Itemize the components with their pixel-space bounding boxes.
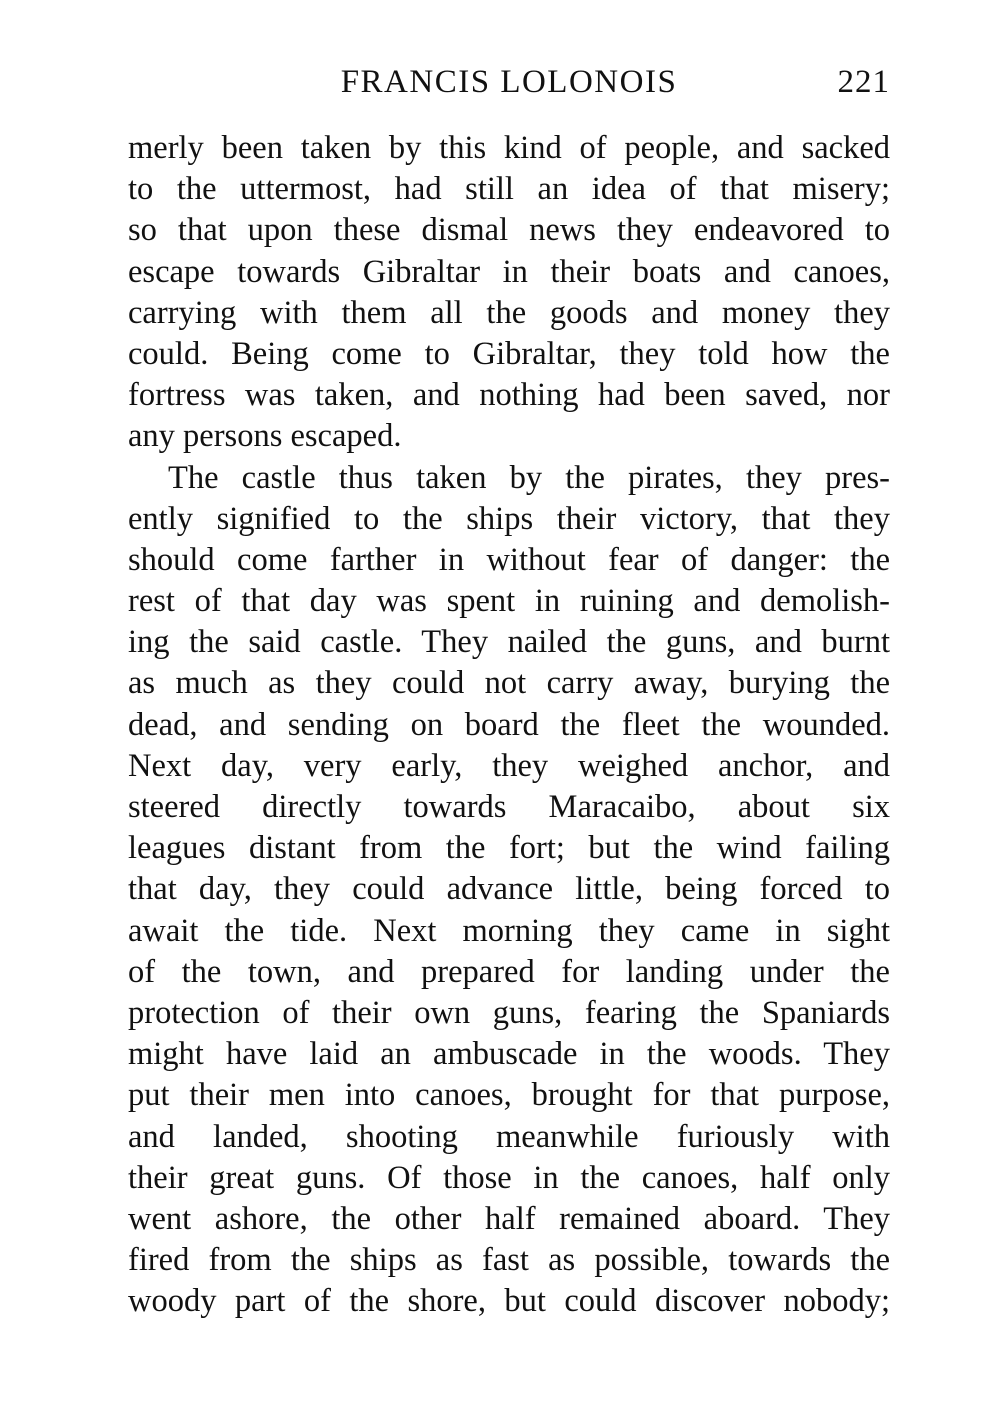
text-line: carrying with them all the goods and money they: [128, 294, 890, 331]
text-line: of the town, and prepared for landing under the: [128, 953, 890, 990]
text-line: their great guns. Of those in the canoes, half only: [128, 1159, 890, 1196]
text-line: ing the said castle. They nailed the guns, and burnt: [128, 624, 890, 661]
text-line: to the uttermost, had still an idea of that misery;: [128, 171, 890, 208]
text-line: steered directly towards Maracaibo, about six: [128, 789, 890, 825]
text-line: put their men into canoes, brought for that purpose,: [128, 1077, 890, 1114]
text-line: rest of that day was spent in ruining and demolish-: [128, 583, 890, 620]
text-line: any persons escaped.: [128, 418, 402, 455]
text-line: fired from the ships as fast as possible, towards the: [128, 1242, 890, 1279]
text-line: should come farther in without fear of danger: the: [128, 541, 890, 578]
text-line: protection of their own guns, fearing the Spaniards: [128, 994, 890, 1031]
text-line: so that upon these dismal news they endeavored to: [128, 212, 890, 249]
paragraph-1: [128, 128, 890, 458]
running-title: FRANCIS LOLONOIS: [340, 64, 678, 100]
text-line: went ashore, the other half remained aboard. They: [128, 1200, 890, 1237]
text-line: that day, they could advance little, being forced to: [128, 871, 890, 908]
text-line: fortress was taken, and nothing had been saved, nor: [128, 377, 890, 414]
text-line: The castle thus taken by the pirates, they pres-: [168, 459, 890, 496]
text-line: leagues distant from the fort; but the wind failing: [128, 830, 890, 867]
text-line: ently signified to the ships their victory, that they: [128, 500, 890, 537]
text-line: and landed, shooting meanwhile furiously with: [128, 1118, 890, 1155]
body-text: [128, 128, 890, 1322]
text-line: await the tide. Next morning they came in sight: [128, 912, 890, 949]
text-line: merly been taken by this kind of people, and sacked: [128, 130, 890, 166]
running-head: [128, 58, 890, 106]
text-line: Next day, very early, they weighed anchor, and: [128, 747, 890, 784]
paragraph-2: [128, 458, 890, 1323]
text-line: escape towards Gibraltar in their boats and canoes,: [128, 253, 890, 290]
text-line: could. Being come to Gibraltar, they told how the: [128, 335, 890, 372]
page-number: 221: [837, 64, 890, 100]
text-line: woody part of the shore, but could discover nobody;: [128, 1283, 890, 1320]
text-line: might have laid an ambuscade in the woods. They: [128, 1036, 890, 1073]
text-line: dead, and sending on board the fleet the wounded.: [128, 706, 890, 743]
text-line: as much as they could not carry away, burying the: [128, 665, 890, 702]
